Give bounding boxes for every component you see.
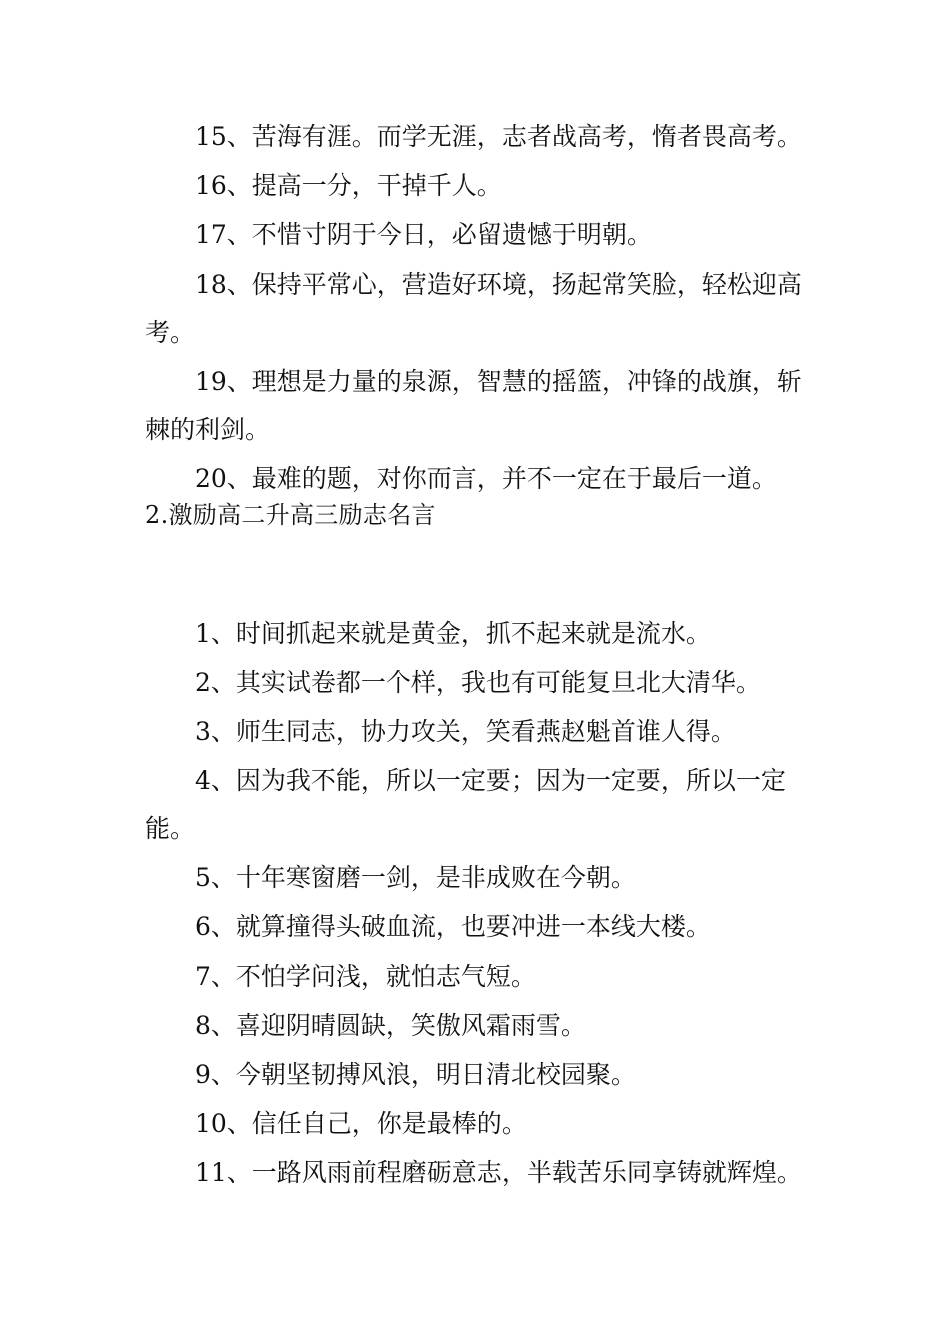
quote-item: 17、不惜寸阴于今日，必留遗憾于明朝。 [195, 220, 652, 250]
quote-item: 10、信任自己，你是最棒的。 [195, 1109, 527, 1139]
quote-item: 20、最难的题，对你而言，并不一定在于最后一道。 [195, 463, 777, 493]
quote-item: 9、今朝坚韧搏风浪，明日清北校园聚。 [195, 1059, 636, 1089]
section-heading: 2.激励高二升高三励志名言 [145, 500, 436, 529]
section-spacer [145, 530, 810, 619]
document-body [145, 122, 810, 1207]
quote-item: 4、因为我不能，所以一定要；因为一定要，所以一定能。 [145, 766, 786, 844]
quote-item: 16、提高一分，干掉千人。 [195, 171, 502, 201]
quote-item: 5、十年寒窗磨一剑，是非成败在今朝。 [195, 863, 636, 893]
quote-item: 8、喜迎阴晴圆缺，笑傲风霜雨雪。 [195, 1010, 586, 1040]
quote-item: 3、师生同志，协力攻关，笑看燕赵魁首谁人得。 [195, 716, 736, 746]
quote-item: 6、就算撞得头破血流，也要冲进一本线大楼。 [195, 912, 711, 942]
quote-item: 18、保持平常心，营造好环境，扬起常笑脸，轻松迎高考。 [145, 269, 802, 347]
quote-item: 19、理想是力量的泉源，智慧的摇篮，冲锋的战旗，斩棘的利剑。 [145, 366, 802, 444]
quote-item: 2、其实试卷都一个样，我也有可能复旦北大清华。 [195, 667, 761, 697]
quote-item: 1、时间抓起来就是黄金，抓不起来就是流水。 [195, 618, 711, 648]
quote-item: 15、苦海有涯。而学无涯，志者战高考，惰者畏高考。 [195, 122, 802, 151]
quote-item: 11、一路风雨前程磨砺意志，半载苦乐同享铸就辉煌。 [195, 1158, 802, 1188]
quote-item: 7、不怕学问浅，就怕志气短。 [195, 961, 536, 991]
